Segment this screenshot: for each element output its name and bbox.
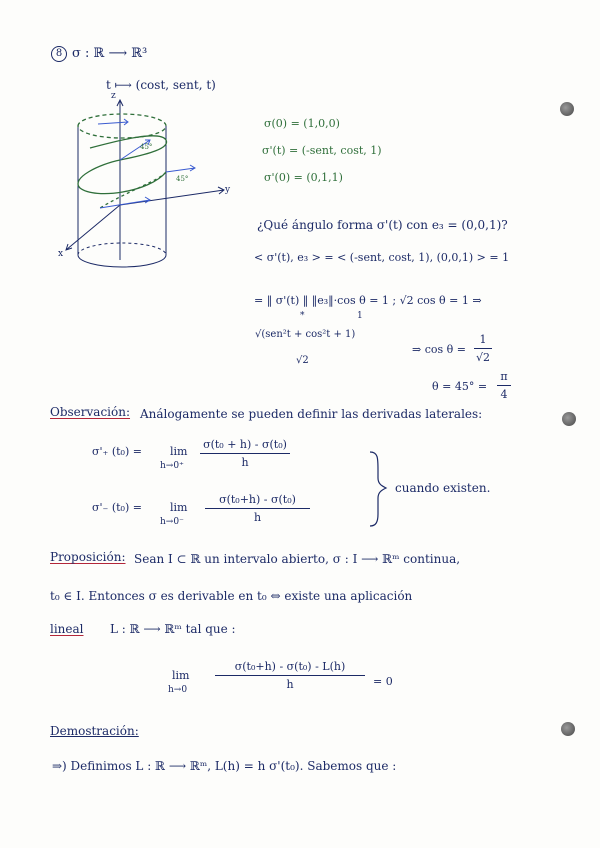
observation-text: Análogamente se pueden definir las derivadas laterales: — [140, 407, 483, 421]
right-derivative-sub: h→0⁺ — [160, 461, 184, 471]
proposition-lineal: lineal — [50, 622, 84, 636]
proposition-line-3: L : ℝ ⟶ ℝᵐ tal que : — [110, 622, 236, 636]
proposition-equals-zero: = 0 — [373, 675, 393, 688]
right-derivative-den: h — [241, 456, 249, 469]
parametrization: t ⟼ (cost, sent, t) — [106, 78, 216, 92]
exercise-number: 8 — [51, 46, 67, 62]
theta-fraction-num: π — [500, 370, 508, 383]
angle-label-2: 45° — [176, 175, 189, 183]
left-derivative-den: h — [253, 511, 262, 524]
norm-star: * — [300, 311, 305, 321]
axis-label-z: z — [111, 91, 116, 101]
angle-question: ¿Qué ángulo forma σ'(t) con e₃ = (0,0,1)? — [257, 218, 508, 232]
cos-equation: ⇒ cos θ = — [412, 343, 466, 356]
map-definition: σ : ℝ ⟶ ℝ³ — [72, 46, 148, 61]
proposition-num: σ(t₀+h) - σ(t₀) - L(h) — [234, 660, 346, 673]
left-derivative-lim: lim — [170, 501, 188, 514]
left-derivative-sub: h→0⁻ — [160, 517, 184, 527]
sqrt-value: √2 — [296, 355, 309, 366]
cos-fraction-num: 1 — [479, 333, 487, 346]
brace-note: cuando existen. — [395, 481, 491, 495]
inner-product-line: < σ'(t), e₃ > = < (-sent, cost, 1), (0,0,1) > = 1 — [254, 251, 510, 264]
norm-line: = ‖ σ'(t) ‖ ‖e₃‖·cos θ = 1 ; √2 cos θ = 1 ⇒ — [254, 294, 482, 307]
proposition-heading: Proposición: — [50, 550, 126, 564]
proposition-den: h — [286, 678, 294, 691]
norm-one: 1 — [357, 311, 363, 321]
left-derivative-lhs: σ'₋ (t₀) = — [92, 501, 142, 514]
right-derivative-lhs: σ'₊ (t₀) = — [92, 445, 142, 458]
axis-label-x: x — [58, 249, 64, 259]
proposition-lim: lim — [172, 669, 190, 682]
theta-equation: θ = 45° = — [432, 380, 488, 393]
sigma-at-zero: σ(0) = (1,0,0) — [264, 117, 340, 130]
observation-heading: Observación: — [50, 405, 131, 419]
sigma-prime-zero: σ'(0) = (0,1,1) — [264, 171, 343, 184]
sigma-prime-t: σ'(t) = (-sent, cost, 1) — [262, 144, 382, 157]
proof-line-1: ⇒) Definimos L : ℝ ⟶ ℝᵐ, L(h) = h σ'(t₀). Sabemos que : — [52, 759, 397, 773]
proposition-line-2: t₀ ∈ I. Entonces σ es derivable en t₀ ⇔ existe una aplicación — [50, 589, 413, 603]
cos-fraction-den: √2 — [475, 351, 490, 364]
proof-heading: Demostración: — [50, 724, 139, 738]
proposition-fraction — [215, 660, 365, 691]
right-derivative-lim: lim — [170, 445, 188, 458]
left-derivative-num: σ(t₀+h) - σ(t₀) — [219, 493, 296, 506]
proposition-line-1: Sean I ⊂ ℝ un intervalo abierto, σ : I ⟶ ℝᵐ continua, — [134, 552, 461, 566]
sqrt-expression: √(sen²t + cos²t + 1) — [255, 329, 356, 340]
theta-fraction-den: 4 — [500, 388, 508, 401]
right-derivative-num: σ(t₀ + h) - σ(t₀) — [203, 438, 287, 451]
axis-label-y: y — [225, 185, 231, 195]
proposition-lim-sub: h→0 — [168, 685, 188, 695]
angle-label-1: 45° — [140, 143, 153, 151]
